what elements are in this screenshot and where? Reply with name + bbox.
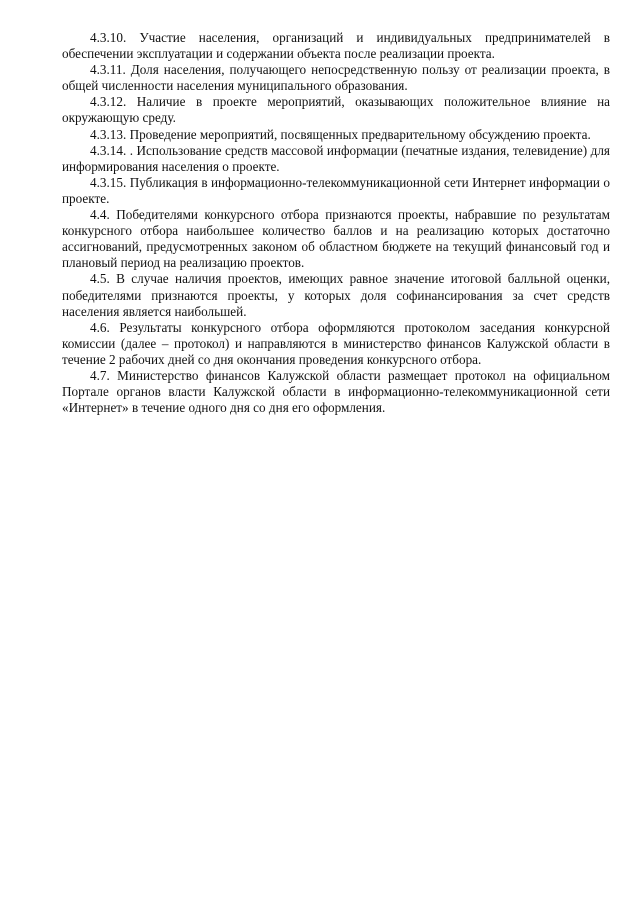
paragraph-4-3-15: 4.3.15. Публикация в информационно-телекоммуникационной сети Интернет информации о проекте.: [62, 174, 610, 206]
paragraph-4-4: 4.4. Победителями конкурсного отбора признаются проекты, набравшие по результатам конкурсного отбора наибольшее количество баллов и на реализацию которых достаточно ассигнований, предусмотренных законом об областном бюджете на текущий финансовый год и плановый период на реализацию проектов.: [62, 207, 610, 271]
paragraph-4-3-11: 4.3.11. Доля населения, получающего непосредственную пользу от реализации проекта, в общей численности населения муниципального образования.: [62, 62, 610, 94]
document-body: [62, 30, 610, 416]
paragraph-4-3-13: 4.3.13. Проведение мероприятий, посвященных предварительному обсуждению проекта.: [90, 126, 591, 142]
paragraph-4-3-14: 4.3.14. . Использование средств массовой информации (печатные издания, телевидение) для информирования населения о проекте.: [62, 142, 610, 174]
paragraph-4-5: 4.5. В случае наличия проектов, имеющих равное значение итоговой балльной оценки, победителями признаются проекты, у которых доля софинансирования за счет средств населения является наибольшей.: [62, 271, 610, 319]
paragraph-4-7: 4.7. Министерство финансов Калужской области размещает протокол на официальном Портале органов власти Калужской области в информационно-телекоммуникационной сети «Интернет» в течение одного дня со дня его оформления.: [62, 367, 610, 416]
paragraph-4-3-10: 4.3.10. Участие населения, организаций и индивидуальных предпринимателей в обеспечении эксплуатации и содержании объекта после реализации проекта.: [62, 30, 610, 62]
paragraph-4-3-12: 4.3.12. Наличие в проекте мероприятий, оказывающих положительное влияние на окружающую среду.: [62, 94, 610, 126]
paragraph-4-6: 4.6. Результаты конкурсного отбора оформляются протоколом заседания конкурсной комиссии (далее – протокол) и направляются в министерство финансов Калужской области в течение 2 рабочих дней со дня окончания проведения конкурсного отбора.: [62, 319, 610, 367]
